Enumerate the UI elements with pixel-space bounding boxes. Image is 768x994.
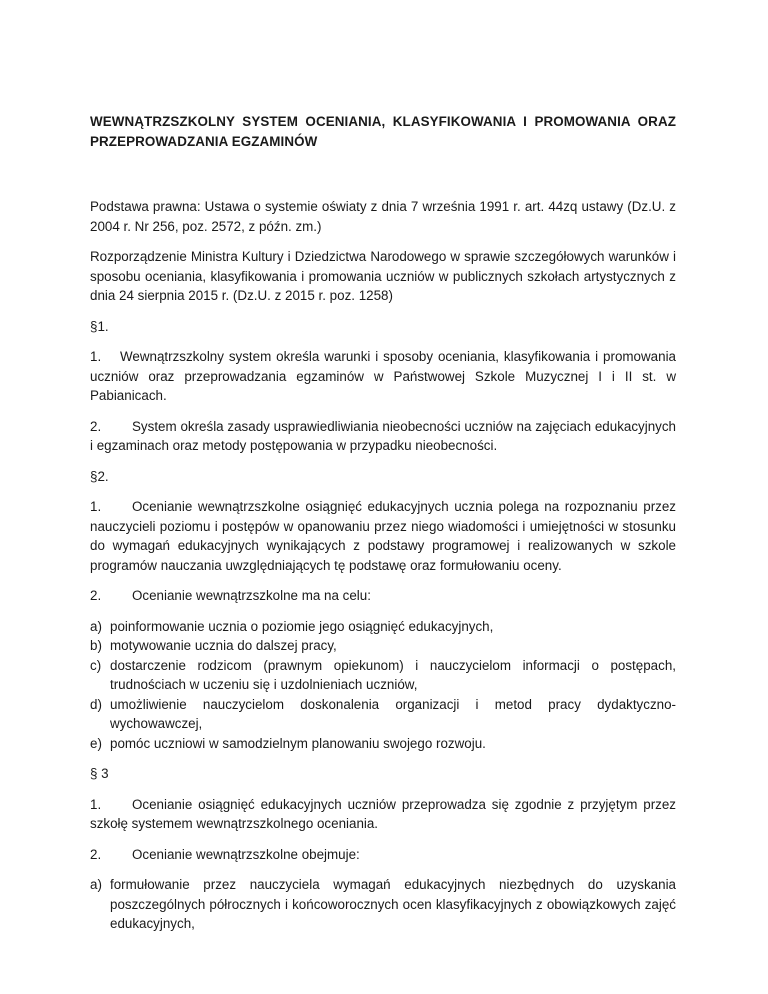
list-item	[90, 617, 676, 637]
list-item-text: poinformowanie ucznia o poziomie jego osiągnięć edukacyjnych,	[110, 618, 494, 634]
paragraph	[90, 845, 676, 865]
paragraph	[90, 795, 676, 834]
section-heading-2: §2.	[90, 468, 109, 484]
section-heading-3: § 3	[90, 766, 109, 781]
list-marker: b)	[90, 638, 102, 653]
paragraph-text: Ocenianie wewnątrzszkolne ma na celu:	[132, 588, 371, 603]
paragraph-text: System określa zasady usprawiedliwiania nieobecności uczniów na zajęciach edukacyjnych i egzaminach oraz metody postępowania w przypadku nieobecności.	[90, 418, 676, 453]
list-item	[90, 636, 676, 656]
legal-basis-act: Podstawa prawna: Ustawa o systemie oświaty z dnia 7 września 1991 r. art. 44zq ustawy (Dz.U. z 2004 r. Nr 256, poz. 2572, z późn. zm.)	[90, 199, 676, 234]
list-item	[90, 656, 676, 695]
list-item-text: dostarczenie rodzicom (prawnym opiekunom) i nauczycielom informacji o postępach, trudnościach w uczeniu się i uzdolnieniach uczniów,	[110, 657, 676, 692]
paragraph-text: Ocenianie wewnątrzszkolne osiągnięć edukacyjnych ucznia polega na rozpoznaniu przez nauczycieli poziomu i postępów w opanowaniu przez niego wiadomości i umiejętności w stosunku do wymagań edukacyjnych wynikających z podstawy programowej i realizowanych w szkole programów nauczania uwzględniających tę podstawę oraz formułowaniu oceny.	[90, 499, 676, 573]
paragraph-text: Ocenianie wewnątrzszkolne obejmuje:	[132, 846, 360, 862]
paragraph-number: 2.	[90, 846, 102, 862]
document-title: WEWNĄTRZSZKOLNY SYSTEM OCENIANIA, KLASYFIKOWANIA I PROMOWANIA ORAZ PRZEPROWADZANIA EGZAMINÓW	[90, 114, 676, 149]
list-item-text: pomóc uczniowi w samodzielnym planowaniu swojego rozwoju.	[110, 735, 486, 751]
list-item	[90, 734, 676, 754]
list-item-text: motywowanie ucznia do dalszej pracy,	[110, 638, 337, 653]
paragraph	[90, 497, 676, 575]
list-item	[90, 695, 676, 734]
paragraph-number: 1.	[90, 499, 102, 514]
goals-list	[90, 617, 676, 754]
list-marker: d)	[90, 696, 102, 712]
paragraph	[90, 417, 676, 456]
paragraph-number: 2.	[90, 418, 102, 434]
assessment-scope-list	[90, 875, 676, 934]
paragraph-number: 1.	[90, 796, 102, 812]
paragraph	[90, 586, 676, 606]
list-marker: a)	[90, 618, 102, 634]
paragraph-text: Wewnątrzszkolny system określa warunki i sposoby oceniania, klasyfikowania i promowania uczniów oraz przeprowadzania egzaminów w Państwowej Szkole Muzycznej I i II st. w Pabianicach.	[90, 349, 676, 403]
list-item-text: umożliwienie nauczycielom doskonalenia organizacji i metod pracy dydaktyczno-wychowawczej,	[110, 696, 676, 731]
paragraph-number: 2.	[90, 588, 102, 603]
list-marker: e)	[90, 735, 102, 751]
list-item	[90, 875, 676, 934]
section-heading-1: §1.	[90, 318, 109, 334]
legal-basis-regulation: Rozporządzenie Ministra Kultury i Dziedzictwa Narodowego w sprawie szczegółowych warunków i sposobu oceniania, klasyfikowania i promowania uczniów w publicznych szkołach artystycznych z dnia 24 sierpnia 2015 r. (Dz.U. z 2015 r. poz. 1258)	[90, 249, 676, 303]
document-body	[90, 112, 676, 945]
list-marker: c)	[90, 657, 102, 673]
list-item-text: formułowanie przez nauczyciela wymagań edukacyjnych niezbędnych do uzyskania poszczególnych półrocznych i końcoworocznych ocen klasyfikacyjnych z obowiązkowych zajęć edukacyjnych,	[110, 877, 676, 931]
paragraph-number: 1.	[90, 349, 102, 364]
list-marker: a)	[90, 877, 102, 892]
paragraph-text: Ocenianie osiągnięć edukacyjnych uczniów przeprowadza się zgodnie z przyjętym przez szkołę systemem wewnątrzszkolnego oceniania.	[90, 796, 676, 831]
paragraph	[90, 347, 676, 406]
